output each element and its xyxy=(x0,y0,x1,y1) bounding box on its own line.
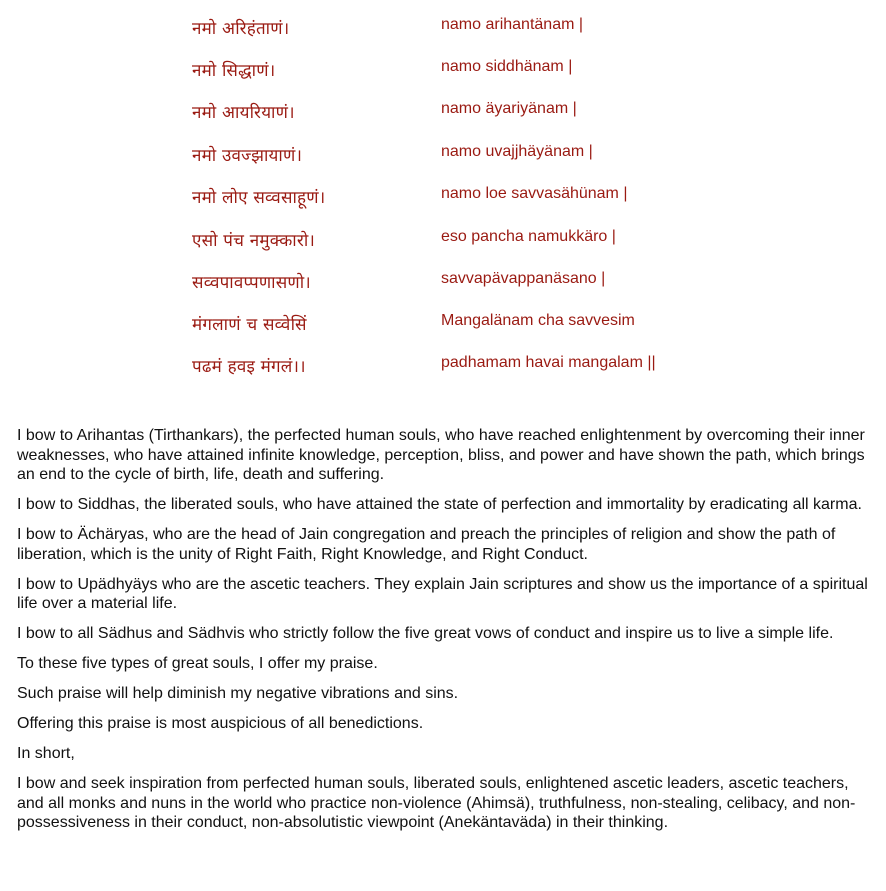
verse-devanagari: मंगलाणं च सव्वेसिं xyxy=(192,315,307,335)
verse-devanagari: पढमं हवइ मंगलं।। xyxy=(192,357,306,377)
verse-line xyxy=(0,100,886,136)
meaning-paragraph: In short, xyxy=(17,745,75,762)
meaning-paragraph: I bow to Ächäryas, who are the head of Jain congregation and preach the principles of religion and show the path of liberation, which is the unity of Right Faith, Right Knowledge, and Right Conduct. xyxy=(17,526,836,563)
verse-devanagari: नमो सिद्धाणं। xyxy=(192,61,276,81)
verse-transliteration: eso pancha namukkäro | xyxy=(441,228,616,245)
meaning-paragraph: I bow to all Sädhus and Sädhvis who strictly follow the five great vows of conduct and inspire us to live a simple life. xyxy=(17,625,834,642)
verse-line xyxy=(0,228,886,264)
verse-transliteration: namo arihantänam | xyxy=(441,16,584,33)
meaning-section xyxy=(17,426,879,843)
verse-devanagari: नमो आयरियाणं। xyxy=(192,103,295,123)
verse-transliteration: savvapävappanäsano | xyxy=(441,270,606,287)
verse-line xyxy=(0,185,886,221)
verse-transliteration: Mangalänam cha savvesim xyxy=(441,312,635,329)
verse-devanagari: नमो उवज्झायाणं। xyxy=(192,146,303,166)
verse-line xyxy=(0,312,886,348)
verse-devanagari: एसो पंच नमुक्कारो। xyxy=(192,231,316,251)
verse-transliteration: padhamam havai mangalam || xyxy=(441,354,656,371)
meaning-paragraph: Offering this praise is most auspicious of all benedictions. xyxy=(17,715,424,732)
verse-line xyxy=(0,354,886,390)
meaning-paragraph: I bow to Upädhyäys who are the ascetic teachers. They explain Jain scriptures and show us the importance of a spiritual life over a material life. xyxy=(17,575,868,612)
verse-devanagari: नमो अरिहंताणं। xyxy=(192,19,290,39)
verse-line xyxy=(0,143,886,179)
verse-transliteration: namo loe savvasähünam | xyxy=(441,185,628,202)
meaning-paragraph: Such praise will help diminish my negative vibrations and sins. xyxy=(17,685,459,702)
verse-devanagari: सव्वपावप्पणासणो। xyxy=(192,273,311,293)
verse-devanagari: नमो लोए सव्वसाहूणं। xyxy=(192,188,326,208)
meaning-paragraph: I bow and seek inspiration from perfected human souls, liberated souls, enlightened ascetic leaders, ascetic teachers, and all monks and nuns in the world who practice non-violence (Ahimsä), truthfulness, non-stealing, celibacy, and non-possessiveness in their conduct, non-absolutistic viewpoint (Anekäntaväda) in their thinking. xyxy=(17,775,856,831)
verse-line xyxy=(0,270,886,306)
verse-transliteration: namo uvajjhäyänam | xyxy=(441,143,593,160)
verse-transliteration: namo siddhänam | xyxy=(441,58,573,75)
verse-transliteration: namo äyariyänam | xyxy=(441,100,577,117)
meaning-paragraph: I bow to Siddhas, the liberated souls, who have attained the state of perfection and immortality by eradicating all karma. xyxy=(17,496,862,513)
meaning-paragraph: I bow to Arihantas (Tirthankars), the perfected human souls, who have reached enlightenment by overcoming their inner weaknesses, who have attained infinite knowledge, perception, bliss, and power and have shown the path, which brings an end to the cycle of birth, life, death and suffering. xyxy=(17,427,865,483)
verse-line xyxy=(0,16,886,52)
verse-line xyxy=(0,58,886,94)
meaning-paragraph: To these five types of great souls, I offer my praise. xyxy=(17,655,378,672)
